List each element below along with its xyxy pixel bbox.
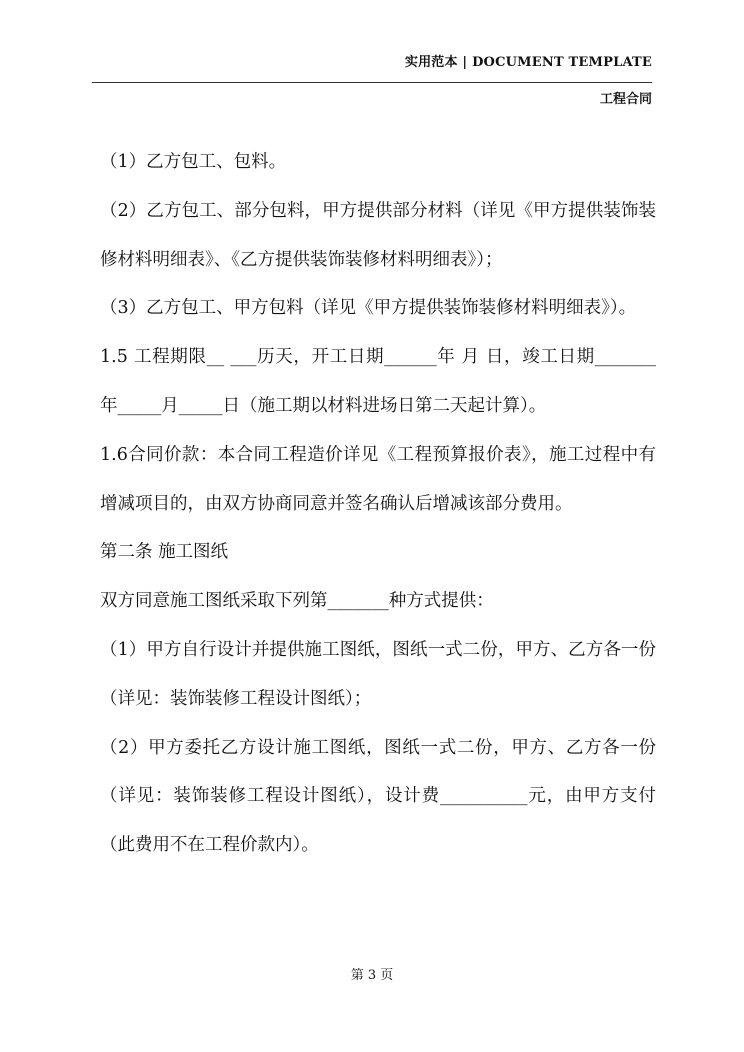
contract-paragraph: （2）乙方包工、部分包料，甲方提供部分材料（详见《甲方提供装饰装修材料明细表》、《乙方提供装饰装修材料明细表》）； bbox=[100, 200, 656, 270]
contract-paragraph: （1）乙方包工、包料。 bbox=[100, 152, 287, 172]
contract-paragraph: 1.6合同价款：本合同工程造价详见《工程预算报价表》，施工过程中有增减项目的，由双方协商同意并签名确认后增减该部分费用。 bbox=[100, 444, 656, 514]
contract-paragraph: （2）甲方委托乙方设计施工图纸，图纸一式二份，甲方、乙方各一份（详见：装饰装修工程设计图纸），设计费__________元，由甲方支付（此费用不在工程价款内）。 bbox=[100, 737, 656, 856]
header-divider bbox=[92, 82, 652, 83]
section-heading: 第二条 施工图纸 bbox=[100, 542, 229, 563]
contract-paragraph: 双方同意施工图纸采取下列第_______种方式提供： bbox=[100, 591, 494, 612]
document-header-subtitle: 工程合同 bbox=[599, 92, 652, 107]
contract-body bbox=[100, 138, 656, 870]
contract-paragraph: 1.5 工程期限__ ___历天，开工日期______年 月 日，竣工日期_______年_____月_____日（施工期以材料进场日第二天起计算）。 bbox=[100, 347, 656, 416]
contract-paragraph: （1）甲方自行设计并提供施工图纸，图纸一式二份，甲方、乙方各一份（详见：装饰装修工程设计图纸）； bbox=[100, 639, 656, 709]
page-number: 第 3 页 bbox=[350, 968, 394, 983]
document-header-title: 实用范本 | DOCUMENT TEMPLATE bbox=[404, 55, 652, 70]
contract-paragraph: （3）乙方包工、甲方包料（详见《甲方提供装饰装修材料明细表》）。 bbox=[100, 298, 637, 319]
